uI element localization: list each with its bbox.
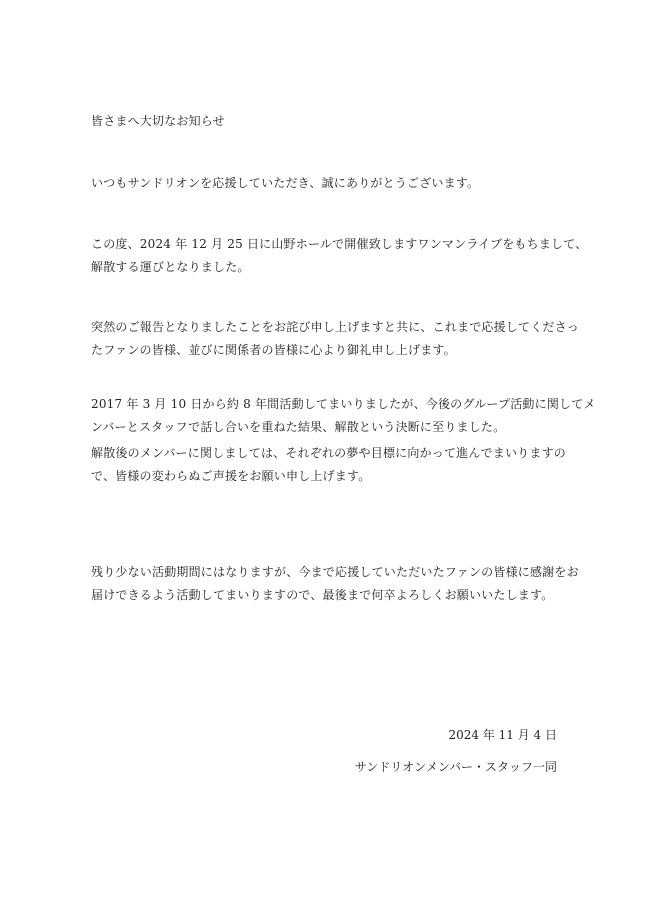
- document-date: 2024 年 11 月 4 日: [448, 728, 557, 742]
- document-signature: サンドリオンメンバー・スタッフ一同: [354, 760, 557, 774]
- paragraph-line: 解散する運びとなりました。: [91, 260, 250, 274]
- announcement-paragraph: [91, 233, 588, 279]
- paragraph-line: 届けできるよう活動してまいりますので、最後まで何卒よろしくお願いいたします。: [91, 588, 554, 602]
- paragraph-line: この度、2024 年 12 月 25 日に山野ホールで開催致しますワンマンライブをもちまして、: [91, 237, 588, 251]
- paragraph-line: 解散後のメンバーに関しましては、それぞれの夢や目標に向かって進んでまいりますの: [91, 446, 566, 460]
- history-paragraph: [91, 393, 596, 439]
- greeting-heading: [91, 110, 561, 133]
- intro-paragraph: [91, 172, 561, 195]
- intro-text: いつもサンドリオンを応援していただき、誠にありがとうございます。: [91, 176, 480, 190]
- apology-paragraph: [91, 316, 580, 362]
- paragraph-line: で、皆様の変わらぬご声援をお願い申し上げます。: [91, 469, 371, 483]
- paragraph-line: たファンの皆様、並びに関係者の皆様に心より御礼申し上げます。: [91, 343, 456, 357]
- closing-paragraph: [91, 561, 579, 607]
- paragraph-line: 残り少ない活動期間にはなりますが、今まで応援していただいたファンの皆様に感謝をお: [91, 565, 579, 579]
- paragraph-line: 突然のご報告となりましたことをお詫び申し上げますと共に、これまで応援してくださっ: [91, 320, 580, 334]
- paragraph-line: ンバーとスタッフで話し合いを重ねた結果、解散という決断に至りました。: [91, 420, 506, 434]
- paragraph-line: 2017 年 3 月 10 日から約 8 年間活動してまいりましたが、今後のグループ活動に関してメ: [91, 397, 596, 411]
- greeting-text: 皆さまへ大切なお知らせ: [91, 114, 225, 128]
- future-paragraph: [91, 442, 566, 488]
